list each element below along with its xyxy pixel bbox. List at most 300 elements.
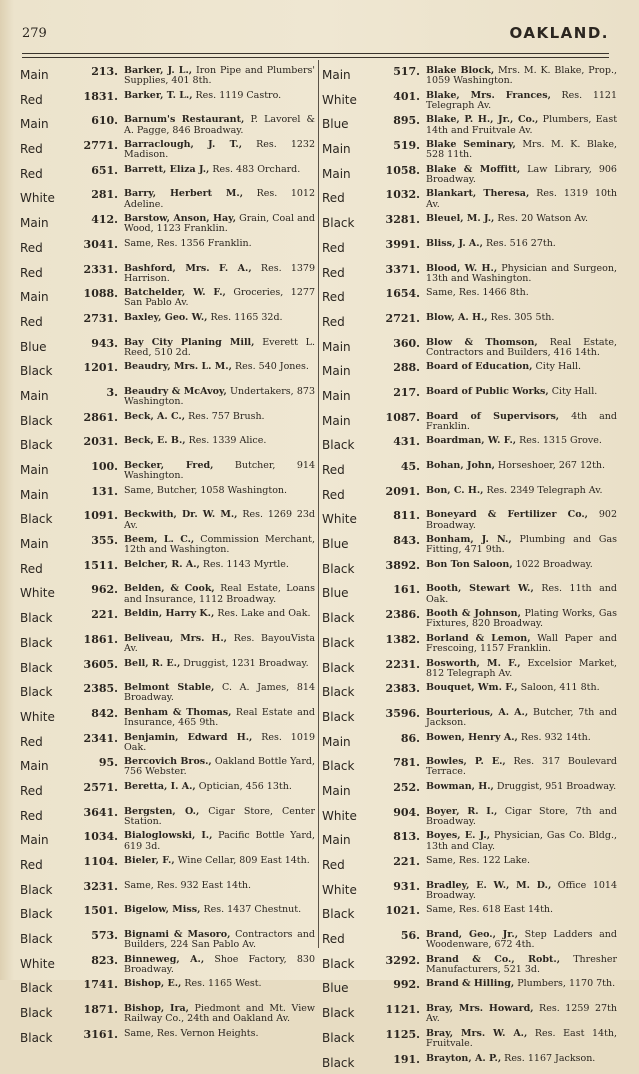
- entry-details: Plating Works, Gas Fixtures, 820 Broadway.: [426, 608, 617, 629]
- phone-number: 401.: [372, 87, 426, 103]
- entry-details: Same, Res. 932 East 14th.: [124, 880, 251, 891]
- entry-text: [426, 309, 617, 323]
- entry-text: [426, 383, 617, 397]
- exchange-label: Black: [322, 951, 372, 976]
- directory-entry: [20, 334, 315, 359]
- exchange-label: Black: [322, 655, 372, 680]
- directory-entry: [20, 260, 315, 285]
- entry-text: [124, 309, 315, 323]
- entry-name: Barstow, Anson, Hay,: [124, 213, 236, 224]
- phone-number: 1058.: [372, 161, 426, 177]
- exchange-label: Blue: [322, 975, 372, 1000]
- entry-details: Plumbers, East 14th and Fruitvale Av.: [426, 114, 617, 135]
- entry-details: Shoe Factory, 830 Broadway.: [124, 954, 315, 975]
- exchange-label: Main: [20, 531, 70, 556]
- entry-details: Res. 1259 27th Av.: [426, 1003, 617, 1024]
- entry-text: [426, 62, 617, 86]
- entry-details: Same, Res. 1466 8th.: [426, 287, 529, 298]
- phone-number: 3161.: [70, 1025, 124, 1041]
- directory-entry: [322, 901, 617, 926]
- entry-text: [124, 852, 315, 866]
- directory-entry: [322, 210, 617, 235]
- phone-number: 931.: [372, 877, 426, 893]
- right-column: [322, 62, 617, 1074]
- left-column: [20, 62, 315, 1050]
- entry-details: Druggist, 951 Broadway.: [494, 781, 616, 792]
- phone-number: 412.: [70, 210, 124, 226]
- entry-details: Excelsior Market, 812 Telegraph Av.: [426, 658, 617, 679]
- directory-entry: [322, 432, 617, 457]
- entry-name: Brand & Hilling,: [426, 978, 514, 989]
- entry-details: City Hall.: [533, 361, 582, 372]
- exchange-label: Black: [20, 926, 70, 951]
- phone-number: 1091.: [70, 506, 124, 522]
- entry-details: Real Estate, Loans and Insurance, 1112 Broadway.: [124, 583, 315, 604]
- directory-entry: [322, 136, 617, 161]
- entry-text: [426, 951, 617, 975]
- entry-name: Bonham, J. N.,: [426, 534, 512, 545]
- exchange-label: Red: [322, 284, 372, 309]
- entry-details: Grain, Coal and Wood, 1123 Franklin.: [124, 213, 315, 234]
- phone-number: 355.: [70, 531, 124, 547]
- entry-text: [426, 605, 617, 629]
- phone-number: 1861.: [70, 630, 124, 646]
- phone-number: 2341.: [70, 729, 124, 745]
- exchange-label: Main: [20, 753, 70, 778]
- directory-entry: [20, 605, 315, 630]
- entry-details: 4th and Franklin.: [426, 411, 617, 432]
- entry-details: Physician, Gas Co. Bldg., 13th and Clay.: [426, 830, 617, 851]
- entry-name: Brand & Co., Robt.,: [426, 954, 560, 965]
- entry-text: [426, 827, 617, 851]
- phone-number: 610.: [70, 111, 124, 127]
- phone-number: 360.: [372, 334, 426, 350]
- exchange-label: Main: [20, 457, 70, 482]
- entry-details: Butcher, 7th and Jackson.: [426, 707, 617, 728]
- phone-number: 86.: [372, 729, 426, 745]
- directory-entry: [20, 630, 315, 655]
- exchange-label: Main: [322, 334, 372, 359]
- entry-details: 1022 Broadway.: [513, 559, 593, 570]
- entry-name: Brayton, A. P.,: [426, 1053, 501, 1064]
- entry-details: Iron Pipe and Plumbers' Supplies, 401 8th.: [124, 65, 315, 86]
- exchange-label: White: [322, 506, 372, 531]
- entry-text: [124, 729, 315, 753]
- directory-entry: [20, 877, 315, 902]
- phone-number: 288.: [372, 358, 426, 374]
- entry-text: [124, 877, 315, 891]
- entry-text: [426, 408, 617, 432]
- phone-number: 1201.: [70, 358, 124, 374]
- phone-number: 3605.: [70, 655, 124, 671]
- phone-number: 1831.: [70, 87, 124, 103]
- entry-details: Pacific Bottle Yard, 619 3d.: [124, 830, 315, 851]
- directory-entry: [20, 580, 315, 605]
- entry-details: Res. 317 Boulevard Terrace.: [426, 756, 617, 777]
- directory-entry: [20, 506, 315, 531]
- entry-details: Commission Merchant, 12th and Washington.: [124, 534, 315, 555]
- entry-name: Blow & Thomson,: [426, 337, 538, 348]
- entry-name: Bignami & Masoro,: [124, 929, 230, 940]
- directory-entry: [20, 136, 315, 161]
- entry-text: [426, 630, 617, 654]
- entry-details: Step Ladders and Woodenware, 672 4th.: [426, 929, 617, 950]
- directory-entry: [322, 852, 617, 877]
- entry-name: Bashford, Mrs. F. A.,: [124, 263, 252, 274]
- entry-details: Cigar Store, 7th and Broadway.: [426, 806, 617, 827]
- entry-name: Barker, T. L.,: [124, 90, 193, 101]
- exchange-label: Black: [20, 877, 70, 902]
- phone-number: 2721.: [372, 309, 426, 325]
- entry-text: [426, 334, 617, 358]
- entry-text: [426, 580, 617, 604]
- page-header: [22, 24, 609, 48]
- directory-entry: [322, 704, 617, 729]
- directory-entry: [322, 334, 617, 359]
- entry-name: Bieler, F.,: [124, 855, 175, 866]
- phone-number: 3892.: [372, 556, 426, 572]
- directory-entry: [322, 62, 617, 87]
- entry-name: Board of Supervisors,: [426, 411, 559, 422]
- entry-details: Res. 1167 Jackson.: [501, 1053, 595, 1064]
- exchange-label: Red: [322, 309, 372, 334]
- entry-text: [124, 556, 315, 570]
- directory-entry: [322, 556, 617, 581]
- exchange-label: Black: [322, 630, 372, 655]
- entry-name: Bay City Planing Mill,: [124, 337, 254, 348]
- entry-details: Res. 1437 Chestnut.: [200, 904, 301, 915]
- entry-text: [124, 482, 315, 496]
- entry-name: Barraclough, J. T.,: [124, 139, 242, 150]
- directory-entry: [322, 1000, 617, 1025]
- exchange-label: Main: [20, 482, 70, 507]
- entry-text: [124, 778, 315, 792]
- entry-name: Bourterious, A. A.,: [426, 707, 528, 718]
- entry-text: [124, 111, 315, 135]
- column-divider: [318, 60, 319, 948]
- directory-entry: [20, 210, 315, 235]
- entry-name: Blake Block,: [426, 65, 494, 76]
- directory-entry: [20, 1000, 315, 1025]
- entry-name: Bliss, J. A.,: [426, 238, 483, 249]
- entry-text: [124, 457, 315, 481]
- exchange-label: Main: [20, 111, 70, 136]
- phone-number: 1087.: [372, 408, 426, 424]
- directory-entry: [20, 284, 315, 309]
- phone-number: 1741.: [70, 975, 124, 991]
- directory-entry: [322, 260, 617, 285]
- entry-name: Blake & Moffitt,: [426, 164, 520, 175]
- entry-text: [124, 383, 315, 407]
- exchange-label: Black: [322, 210, 372, 235]
- entry-details: Res. 1269 23d Av.: [124, 509, 315, 530]
- directory-entry: [20, 309, 315, 334]
- entry-text: [426, 729, 617, 743]
- directory-entry: [322, 309, 617, 334]
- entry-details: Res. 1379 Harrison.: [124, 263, 315, 284]
- entry-details: Real Estate, Contractors and Builders, 416 14th.: [426, 337, 617, 358]
- phone-number: 811.: [372, 506, 426, 522]
- exchange-label: Main: [20, 210, 70, 235]
- exchange-label: Red: [20, 309, 70, 334]
- header-rule: [22, 53, 609, 54]
- exchange-label: Black: [20, 630, 70, 655]
- exchange-label: Black: [20, 358, 70, 383]
- phone-number: 573.: [70, 926, 124, 942]
- entry-name: Brand, Geo., Jr.,: [426, 929, 518, 940]
- exchange-label: Black: [20, 679, 70, 704]
- entry-details: Groceries, 1277 San Pablo Av.: [124, 287, 315, 308]
- exchange-label: Blue: [322, 111, 372, 136]
- entry-details: Same, Res. Vernon Heights.: [124, 1028, 259, 1039]
- entry-name: Beretta, I. A.,: [124, 781, 196, 792]
- directory-entry: [20, 951, 315, 976]
- entry-details: Res. 1121 Telegraph Av.: [426, 90, 617, 111]
- directory-entry: [20, 185, 315, 210]
- entry-text: [124, 334, 315, 358]
- phone-number: 56.: [372, 926, 426, 942]
- directory-entry: [322, 482, 617, 507]
- phone-number: 517.: [372, 62, 426, 78]
- entry-text: [426, 1050, 617, 1064]
- directory-entry: [322, 753, 617, 778]
- phone-number: 1871.: [70, 1000, 124, 1016]
- entry-text: [124, 408, 315, 422]
- entry-details: Law Library, 906 Broadway.: [426, 164, 617, 185]
- phone-number: 2385.: [70, 679, 124, 695]
- phone-number: 651.: [70, 161, 124, 177]
- phone-number: 3991.: [372, 235, 426, 251]
- exchange-label: Red: [20, 260, 70, 285]
- entry-details: Res. 516 27th.: [483, 238, 556, 249]
- exchange-label: Main: [322, 778, 372, 803]
- directory-entry: [20, 235, 315, 260]
- entry-name: Barker, J. L.,: [124, 65, 192, 76]
- entry-text: [124, 136, 315, 160]
- directory-entry: [322, 457, 617, 482]
- entry-text: [426, 432, 617, 446]
- exchange-label: White: [20, 580, 70, 605]
- entry-text: [124, 161, 315, 175]
- exchange-label: Black: [20, 655, 70, 680]
- phone-number: 992.: [372, 975, 426, 991]
- directory-entry: [20, 778, 315, 803]
- exchange-label: Red: [322, 852, 372, 877]
- directory-entry: [20, 408, 315, 433]
- directory-entry: [20, 704, 315, 729]
- page-title: OAKLAND.: [510, 24, 609, 42]
- directory-entry: [322, 185, 617, 210]
- directory-entry: [322, 1050, 617, 1074]
- entry-name: Benham & Thomas,: [124, 707, 231, 718]
- entry-name: Boyes, E. J.,: [426, 830, 490, 841]
- entry-name: Bell, R. E.,: [124, 658, 180, 669]
- exchange-label: Black: [20, 506, 70, 531]
- exchange-label: Black: [20, 1000, 70, 1025]
- exchange-label: Black: [322, 1000, 372, 1025]
- entry-text: [426, 161, 617, 185]
- entry-details: Res. 1315 Grove.: [516, 435, 602, 446]
- directory-entry: [20, 556, 315, 581]
- entry-details: Res. 2349 Telegraph Av.: [484, 485, 603, 496]
- entry-text: [426, 975, 617, 989]
- entry-details: Plumbing and Gas Fitting, 471 9th.: [426, 534, 617, 555]
- entry-details: P. Lavorel & A. Pagge, 846 Broadway.: [124, 114, 315, 135]
- entry-details: Wall Paper and Frescoing, 1157 Franklin.: [426, 633, 617, 654]
- exchange-label: Red: [322, 185, 372, 210]
- entry-text: [426, 210, 617, 224]
- entry-name: Beck, A. C.,: [124, 411, 185, 422]
- entry-text: [124, 260, 315, 284]
- entry-name: Blood, W. H.,: [426, 263, 497, 274]
- exchange-label: Blue: [20, 334, 70, 359]
- entry-text: [124, 679, 315, 703]
- entry-details: Res. 1119 Castro.: [193, 90, 282, 101]
- exchange-label: Red: [20, 729, 70, 754]
- entry-details: Same, Butcher, 1058 Washington.: [124, 485, 287, 496]
- phone-number: 95.: [70, 753, 124, 769]
- exchange-label: Main: [322, 408, 372, 433]
- entry-name: Borland & Lemon,: [426, 633, 531, 644]
- phone-number: 221.: [372, 852, 426, 868]
- entry-text: [426, 877, 617, 901]
- exchange-label: Black: [322, 679, 372, 704]
- entry-text: [124, 605, 315, 619]
- phone-number: 3292.: [372, 951, 426, 967]
- phone-number: 843.: [372, 531, 426, 547]
- exchange-label: White: [322, 87, 372, 112]
- phone-number: 131.: [70, 482, 124, 498]
- entry-name: Belden, & Cook,: [124, 583, 215, 594]
- directory-entry: [322, 679, 617, 704]
- directory-entry: [322, 926, 617, 951]
- exchange-label: Black: [322, 1050, 372, 1074]
- phone-number: 431.: [372, 432, 426, 448]
- entry-details: Physician and Surgeon, 13th and Washington.: [426, 263, 617, 284]
- directory-entry: [20, 531, 315, 556]
- phone-number: 2331.: [70, 260, 124, 276]
- exchange-label: Red: [322, 235, 372, 260]
- phone-number: 781.: [372, 753, 426, 769]
- entry-text: [124, 432, 315, 446]
- entry-text: [426, 679, 617, 693]
- entry-text: [124, 803, 315, 827]
- entry-details: Optician, 456 13th.: [196, 781, 292, 792]
- entry-text: [426, 260, 617, 284]
- directory-entry: [20, 975, 315, 1000]
- phone-number: 221.: [70, 605, 124, 621]
- exchange-label: Red: [20, 556, 70, 581]
- entry-text: [124, 704, 315, 728]
- phone-number: 213.: [70, 62, 124, 78]
- phone-number: 1511.: [70, 556, 124, 572]
- directory-entry: [322, 358, 617, 383]
- phone-number: 2383.: [372, 679, 426, 695]
- entry-text: [426, 482, 617, 496]
- entry-details: Res. 483 Orchard.: [209, 164, 300, 175]
- entry-name: Blow, A. H.,: [426, 312, 488, 323]
- entry-text: [124, 235, 315, 249]
- entry-text: [426, 87, 617, 111]
- exchange-label: Black: [322, 605, 372, 630]
- directory-entry: [20, 803, 315, 828]
- entry-name: Bradley, E. W., M. D.,: [426, 880, 551, 891]
- entry-name: Beaudry & McAvoy,: [124, 386, 227, 397]
- entry-name: Bouquet, Wm. F.,: [426, 682, 518, 693]
- entry-name: Beck, E. B.,: [124, 435, 186, 446]
- entry-text: [124, 1000, 315, 1024]
- entry-text: [124, 87, 315, 101]
- entry-name: Belcher, R. A.,: [124, 559, 200, 570]
- directory-entry: [20, 852, 315, 877]
- exchange-label: Black: [20, 901, 70, 926]
- page-number: 279: [22, 26, 47, 41]
- entry-details: Piedmont and Mt. View Railway Co., 24th and Oakland Av.: [124, 1003, 315, 1024]
- entry-name: Bleuel, M. J.,: [426, 213, 494, 224]
- entry-text: [426, 901, 617, 915]
- entry-details: Same, Res. 122 Lake.: [426, 855, 530, 866]
- entry-name: Board of Education,: [426, 361, 533, 372]
- entry-name: Bohan, John,: [426, 460, 495, 471]
- directory-entry: [322, 975, 617, 1000]
- entry-name: Bishop, E.,: [124, 978, 181, 989]
- exchange-label: Main: [322, 136, 372, 161]
- entry-name: Bishop, Ira,: [124, 1003, 189, 1014]
- phone-number: 1088.: [70, 284, 124, 300]
- directory-entry: [322, 87, 617, 112]
- entry-details: Res. 1165 West.: [181, 978, 261, 989]
- directory-entry: [20, 482, 315, 507]
- exchange-label: Red: [20, 235, 70, 260]
- directory-entry: [20, 679, 315, 704]
- entry-name: Boardman, W. F.,: [426, 435, 516, 446]
- entry-details: Butcher, 914 Washington.: [124, 460, 315, 481]
- directory-entry: [20, 901, 315, 926]
- exchange-label: Red: [322, 926, 372, 951]
- entry-details: Res. 1319 10th Av.: [426, 188, 617, 209]
- phone-number: 2571.: [70, 778, 124, 794]
- directory-entry: [322, 580, 617, 605]
- entry-details: Res. BayouVista Av.: [124, 633, 315, 654]
- entry-name: Barrett, Eliza J.,: [124, 164, 209, 175]
- exchange-label: Main: [20, 827, 70, 852]
- entry-text: [426, 704, 617, 728]
- phone-number: 100.: [70, 457, 124, 473]
- directory-entry: [20, 827, 315, 852]
- phone-number: 191.: [372, 1050, 426, 1066]
- phone-number: 2771.: [70, 136, 124, 152]
- entry-text: [124, 358, 315, 372]
- entry-details: Saloon, 411 8th.: [518, 682, 600, 693]
- entry-name: Bialoglowski, I.,: [124, 830, 212, 841]
- entry-text: [426, 531, 617, 555]
- entry-text: [124, 1025, 315, 1039]
- directory-entry: [322, 284, 617, 309]
- entry-text: [426, 284, 617, 298]
- entry-text: [124, 655, 315, 669]
- entry-text: [124, 185, 315, 209]
- phone-number: 962.: [70, 580, 124, 596]
- exchange-label: White: [322, 877, 372, 902]
- exchange-label: Main: [322, 827, 372, 852]
- directory-entry: [20, 432, 315, 457]
- phone-number: 823.: [70, 951, 124, 967]
- directory-entry: [322, 1025, 617, 1050]
- entry-name: Bon Ton Saloon,: [426, 559, 513, 570]
- phone-number: 1021.: [372, 901, 426, 917]
- directory-entry: [322, 408, 617, 433]
- exchange-label: Main: [20, 383, 70, 408]
